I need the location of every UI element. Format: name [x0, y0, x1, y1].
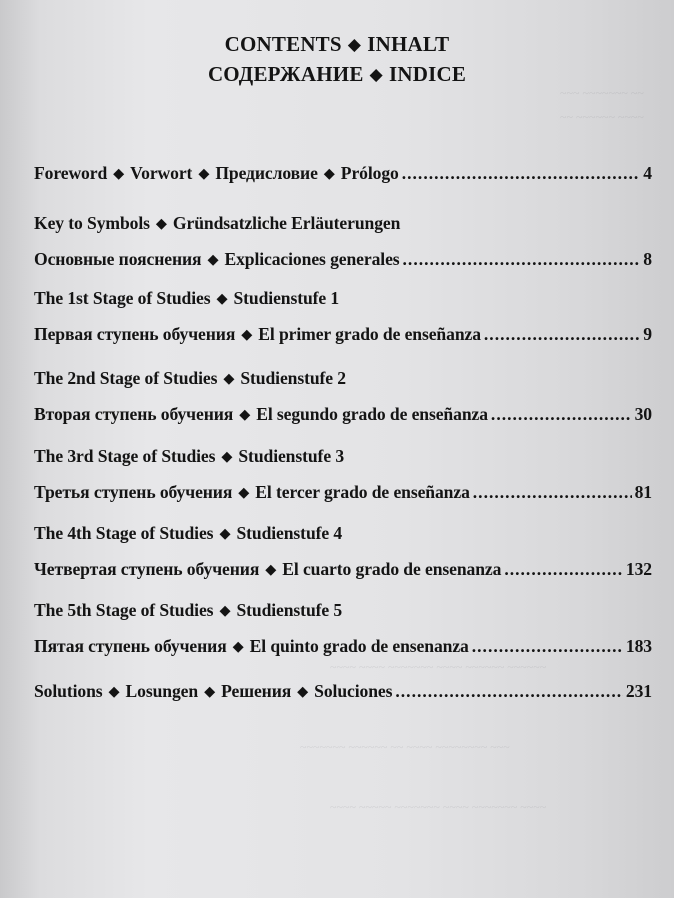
- entry-title-part: Четвертая ступень обучения: [34, 559, 260, 579]
- entry-title-part: El cuarto grado de ensenanza: [282, 559, 502, 579]
- bleed-through-text: ~~~~ ~~~~~ ~~~~~~~ ~~~~ ~~~~~~~ ~~~~: [330, 800, 547, 814]
- entry-title-part: Пятая ступень обучения: [34, 636, 227, 656]
- entry-title-part: Studienstufe 2: [240, 368, 347, 388]
- dot-leader: [504, 554, 623, 584]
- contents-heading: [0, 30, 674, 90]
- entry-title: [34, 631, 469, 663]
- entry-title-part: Предисловие: [215, 163, 318, 183]
- entry-title-part: El quinto grado de ensenanza: [249, 636, 469, 656]
- entry-title-part: Studienstufe 4: [236, 523, 343, 543]
- toc-entry-line: [34, 631, 652, 661]
- toc-entry-line: [34, 158, 652, 188]
- page-number: 8: [643, 249, 652, 269]
- entry-title: [34, 676, 392, 708]
- entry-title-part: Studienstufe 5: [236, 600, 343, 620]
- entry-title-part: The 3rd Stage of Studies: [34, 446, 216, 466]
- entry-title-part: The 5th Stage of Studies: [34, 600, 214, 620]
- entry-title-part: Решения: [221, 681, 292, 701]
- entry-title-part: El segundo grado de enseñanza: [256, 404, 488, 424]
- entry-title: [34, 595, 342, 627]
- bleed-through-text: ~~~~~~~ ~~~~~~ ~~ ~~~~ ~~~~~~~~ ~~~: [300, 740, 510, 754]
- entry-title-part: Key to Symbols: [34, 213, 150, 233]
- entry-title-part: The 4th Stage of Studies: [34, 523, 214, 543]
- page-number: 9: [643, 324, 652, 344]
- toc-entry-line: [34, 399, 652, 429]
- toc-entry-line: [34, 554, 652, 584]
- toc-entry-line: [34, 518, 652, 548]
- toc-entry-line: [34, 283, 652, 313]
- entry-title: [34, 518, 342, 550]
- entry-title: [34, 441, 344, 473]
- entry-title: [34, 363, 346, 395]
- toc-entry-line: [34, 595, 652, 625]
- entry-title-part: Studienstufe 3: [238, 446, 345, 466]
- diamond-icon: ◆: [204, 684, 216, 700]
- entry-title-part: Вторая ступень обучения: [34, 404, 234, 424]
- diamond-icon: ◆: [221, 449, 233, 465]
- diamond-icon: ◆: [155, 216, 167, 232]
- entry-title-part: Studienstufe 1: [233, 288, 340, 308]
- diamond-icon: ◆: [223, 371, 235, 387]
- toc-entry-line: [34, 208, 652, 238]
- entry-title: [34, 208, 400, 240]
- entry-title-part: El tercer grado de enseñanza: [255, 482, 470, 502]
- dot-leader: [473, 477, 632, 507]
- diamond-icon: ◆: [323, 166, 335, 182]
- dot-leader: [472, 631, 623, 661]
- diamond-icon: ◆: [238, 485, 250, 501]
- diamond-icon: ◆: [198, 166, 210, 182]
- toc-entry-line: [34, 676, 652, 706]
- dot-leader: [403, 244, 641, 274]
- page-number: 231: [625, 681, 652, 701]
- page-number: 183: [625, 636, 652, 656]
- entry-title: [34, 158, 399, 190]
- toc-entry[interactable]: [34, 363, 652, 429]
- diamond-icon: ◆: [216, 291, 228, 307]
- toc-entry[interactable]: [34, 518, 652, 584]
- diamond-icon: ◆: [219, 603, 231, 619]
- heading-inhalt: INHALT: [367, 32, 450, 56]
- diamond-icon: ◆: [265, 562, 277, 578]
- diamond-icon: ◆: [241, 327, 253, 343]
- entry-title-part: El primer grado de enseñanza: [258, 324, 481, 344]
- dot-leader: [484, 319, 640, 349]
- entry-title: [34, 283, 339, 315]
- entry-title-part: Foreword: [34, 163, 108, 183]
- entry-title-part: Soluciones: [314, 681, 393, 701]
- bleed-through-text: ~~ ~~~~~~ ~~~~: [560, 110, 644, 124]
- diamond-icon: ◆: [207, 252, 219, 268]
- diamond-icon: ◆: [113, 166, 125, 182]
- toc-entry-line: [34, 363, 652, 393]
- page-number: 4: [643, 163, 652, 183]
- entry-title: [34, 399, 488, 431]
- diamond-icon: ◆: [108, 684, 120, 700]
- heading-contents: CONTENTS: [224, 32, 342, 56]
- diamond-icon: ◆: [369, 65, 383, 84]
- entry-title: [34, 319, 481, 351]
- dot-leader: [491, 399, 632, 429]
- bleed-through-text: ~~~~ ~~~~ ~~~~~~~ ~~~~ ~~~~~~ ~~~~~~: [330, 660, 547, 674]
- diamond-icon: ◆: [347, 35, 362, 54]
- entry-title-part: Первая ступень обучения: [34, 324, 236, 344]
- toc-entry-line: [34, 244, 652, 274]
- diamond-icon: ◆: [219, 526, 231, 542]
- diamond-icon: ◆: [239, 407, 251, 423]
- toc-entry[interactable]: [34, 208, 652, 274]
- diamond-icon: ◆: [232, 639, 244, 655]
- page-number: 30: [634, 404, 652, 424]
- page-number: 132: [625, 559, 652, 579]
- heading-line-2: [0, 60, 674, 90]
- toc-entry[interactable]: [34, 441, 652, 507]
- entry-title-part: Solutions: [34, 681, 103, 701]
- entry-title-part: Gründsatzliche Erläuterungen: [172, 213, 401, 233]
- entry-title-part: Третья ступень обучения: [34, 482, 233, 502]
- entry-title-part: Explicaciones generales: [224, 249, 400, 269]
- toc-entry[interactable]: [34, 283, 652, 349]
- toc-entry[interactable]: [34, 595, 652, 661]
- bleed-through-text: ~~~ ~~~~~~~ ~~: [560, 86, 644, 100]
- heading-line-1: [0, 30, 674, 60]
- entry-title-part: Prólogo: [340, 163, 399, 183]
- toc-entry[interactable]: [34, 676, 652, 706]
- heading-indice: INDICE: [388, 62, 467, 86]
- entry-title: [34, 477, 470, 509]
- toc-entry[interactable]: [34, 158, 652, 188]
- page-number: 81: [634, 482, 652, 502]
- diamond-icon: ◆: [297, 684, 309, 700]
- toc-entry-line: [34, 477, 652, 507]
- entry-title-part: Vorwort: [130, 163, 193, 183]
- entry-title-part: Losungen: [125, 681, 199, 701]
- toc-entry-line: [34, 441, 652, 471]
- heading-soderzhanie: СОДЕРЖАНИЕ: [207, 62, 364, 86]
- entry-title-part: The 1st Stage of Studies: [34, 288, 211, 308]
- toc-entry-line: [34, 319, 652, 349]
- entry-title-part: The 2nd Stage of Studies: [34, 368, 218, 388]
- dot-leader: [402, 158, 641, 188]
- entry-title: [34, 554, 501, 586]
- entry-title: [34, 244, 400, 276]
- entry-title-part: Основные пояснения: [34, 249, 202, 269]
- dot-leader: [395, 676, 623, 706]
